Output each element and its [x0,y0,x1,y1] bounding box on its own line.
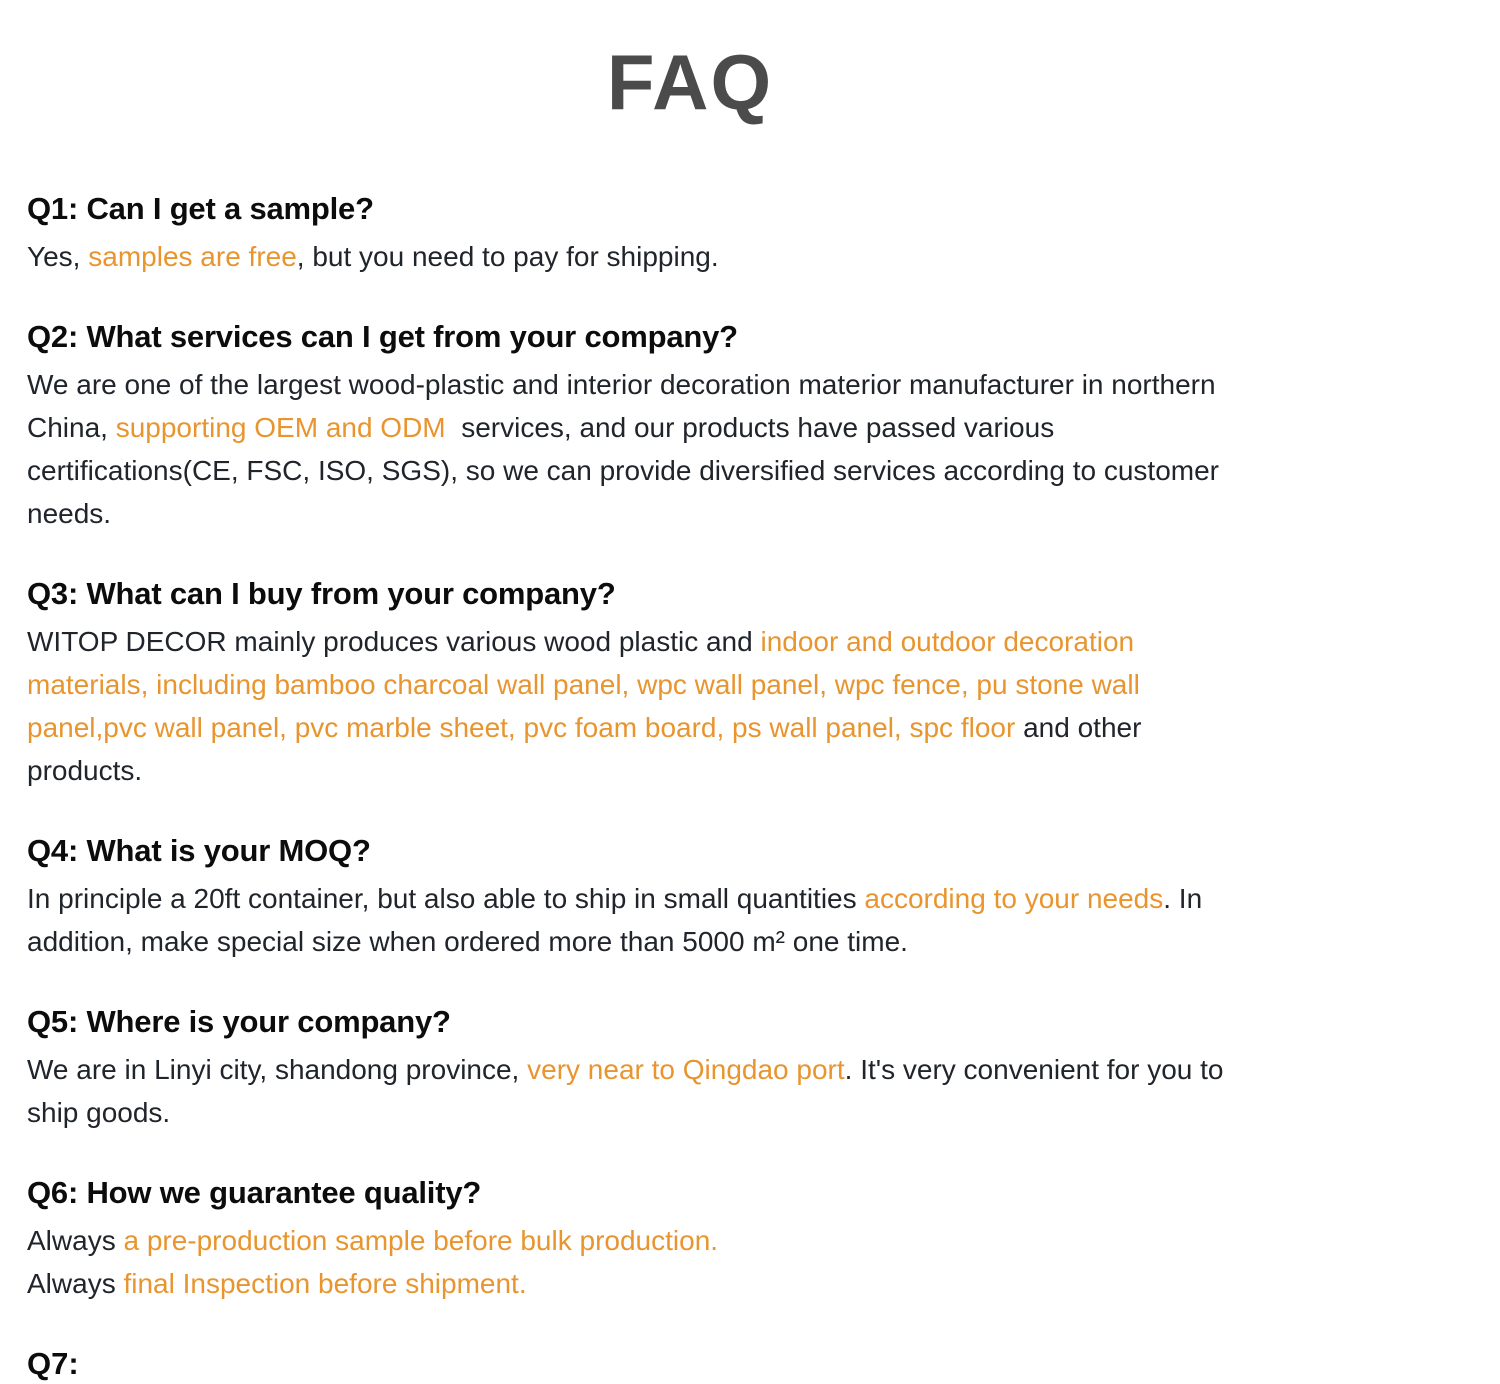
answer-line [27,663,1353,706]
faq-answer [27,1219,1353,1305]
answer-line [27,235,1353,278]
text-segment: In principle a 20ft container, but also able to ship in small quantities [27,883,865,914]
answer-line [27,749,1353,792]
highlighted-text: according to your needs [864,883,1164,914]
faq-answer [27,620,1353,792]
faq-item [27,832,1353,963]
text-segment: needs. [27,498,112,529]
faq-question-partial: Q7: [27,1346,79,1381]
faq-question: Q4: What is your MOQ? [27,833,371,868]
faq-item [27,1174,1353,1305]
highlighted-text: panel,pvc wall panel, pvc marble sheet, pvc foam board, ps wall panel, spc floor [27,712,1016,743]
faq-answer [27,363,1353,535]
highlighted-text: samples are free [88,241,297,272]
faq-answer [27,235,1353,278]
faq-question: Q1: Can I get a sample? [27,191,374,226]
faq-question: Q5: Where is your company? [27,1004,451,1039]
faq-question: Q2: What services can I get from your company? [27,319,738,354]
answer-line [27,449,1353,492]
highlighted-text: final Inspection before shipment. [123,1268,527,1299]
faq-list [27,190,1353,1305]
faq-page [0,38,1353,1383]
text-segment: certifications(CE, FSC, ISO, SGS), so we can provide diversified services according to customer [27,455,1219,486]
highlighted-text: materials, including bamboo charcoal wall panel, wpc wall panel, wpc fence, pu stone wall [27,669,1140,700]
faq-question: Q6: How we guarantee quality? [27,1175,482,1210]
answer-line [27,877,1353,920]
answer-line [27,620,1353,663]
faq-item [27,575,1353,792]
highlighted-text: supporting OEM and ODM [115,412,454,443]
text-segment: We are in Linyi city, shandong province, [27,1054,528,1085]
answer-line [27,920,1353,963]
text-segment: , but you need to pay for shipping. [296,241,719,272]
faq-item [27,318,1353,535]
faq-item [27,1003,1353,1134]
text-segment: . It's very convenient for you to [844,1054,1224,1085]
page-title: FAQ [606,38,774,126]
text-segment: China, [27,412,116,443]
text-segment: Yes, [27,241,89,272]
highlighted-text: a pre-production sample before bulk production. [123,1225,719,1256]
faq-question: Q3: What can I buy from your company? [27,576,616,611]
text-segment: products. [27,755,143,786]
highlighted-text: indoor and outdoor decoration [760,626,1135,657]
faq-answer [27,1048,1353,1134]
text-segment: Always [27,1225,124,1256]
answer-line [27,1048,1353,1091]
answer-line [27,1091,1353,1134]
text-segment: addition, make special size when ordered more than 5000 m² one time. [27,926,908,957]
answer-line [27,706,1353,749]
highlighted-text: very near to Qingdao port [527,1054,845,1085]
text-segment: and other [1015,712,1142,743]
answer-line [27,1262,1353,1305]
answer-line [27,363,1353,406]
answer-line [27,406,1353,449]
text-segment: WITOP DECOR mainly produces various wood plastic and [27,626,761,657]
answer-line [27,1219,1353,1262]
text-segment: . In [1163,883,1203,914]
answer-line [27,492,1353,535]
faq-answer [27,877,1353,963]
text-segment: ship goods. [27,1097,171,1128]
text-segment: Always [27,1268,124,1299]
faq-item [27,190,1353,278]
text-segment: We are one of the largest wood-plastic and interior decoration materior manufacturer in northern [27,369,1216,400]
text-segment: services, and our products have passed various [453,412,1055,443]
